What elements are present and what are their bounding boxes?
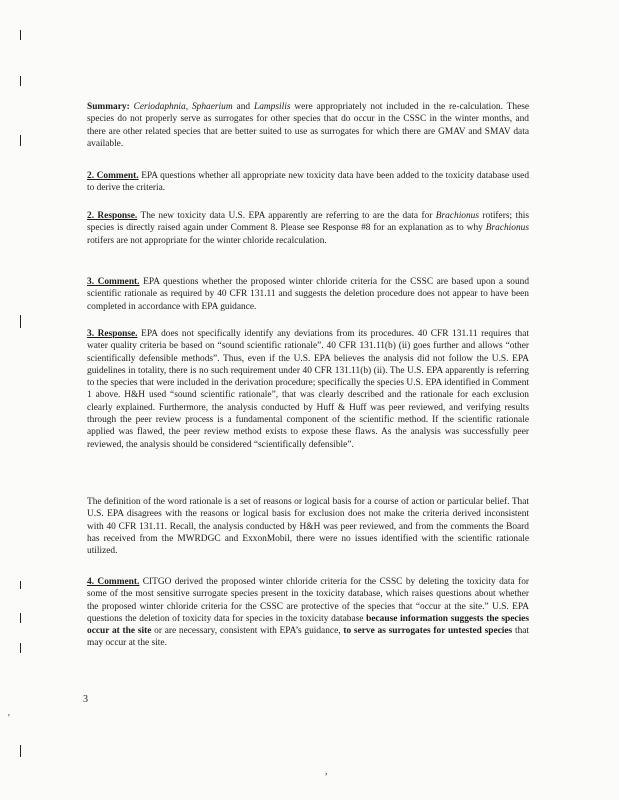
definition-text: The definition of the word rationale is a set of reasons or logical basis for a course of action or particular belief. That U.S. EPA disagrees with the reasons or logical basis for exclusion does not make the criteria derived inconsistent with 40 CFR 131.11. Recall, the analysis conducted by H&H was peer reviewed, and from the comments the Board has received from the MWRDGC and ExxonMobil, there were no issues identified with the scientific rationale utilized. [87,497,529,557]
scan-mark [20,76,21,86]
comment-2-text: EPA questions whether all appropriate new toxicity data have been added to the toxicity database used to derive the criteria. [87,171,530,194]
scan-speck: ' [8,713,10,724]
summary-paragraph: Summary: Ceriodaphnia, Sphaerium and Lampsilis were appropriately not included in the re-calculation. These species do not properly serve as surrogates for other species that do occur in the CSSC in the winter months, and there are other related species that are better suited to use as surrogates for which there are GMAV and SMAV data available. [87,102,530,149]
response-2-label: 2. Response. [87,211,138,221]
comment-3-paragraph [87,276,529,313]
comment-4-paragraph: 4. Comment. CITGO derived the proposed winter chloride criteria for the CSSC by deleting the toxicity data for some of the most sensitive surrogate species present in the toxicity database, which raises questions about whether the proposed winter chloride criteria for the CSSC are protective of the species that “occur at the site.” U.S. EPA questions the deletion of toxicity data for species in the toxicity database because information suggests the species occur at the site or are necessary, consistent with EPA’s guidance, to serve as surrogates for untested species that may occur at the site. [87,577,530,649]
response-2-paragraph: 2. Response. The new toxicity data U.S. EPA apparently are referring to are the data for Brachionus rotifers; this species is directly raised again under Comment 8. Please see Response #8 for an explanation as to why Brachionus rotifers are not appropriate for the winter chloride recalculation. [87,211,530,246]
response-3-text: EPA does not specifically identify any deviations from its procedures. 40 CFR 131.11 requires that water quality criteria be based on “sound scientific rationale”. 40 CFR 131.11(b) (ii) goes further and allows “other scientifically defensible methods”. Thus, even if the U.S. EPA believes the analysis did not follow the U.S. EPA guidelines in totality, there is no such requirement under 40 CFR 131.11(b) (ii). The U.S. EPA apparently is referring to the species that were included in the derivation procedure; specifically the species U.S. EPA identified in Comment 1 above. H&H used “sound scientific rationale”, that was clearly described and the rationale for each exclusion clearly explained. Furthermore, the analysis conducted by Huff & Huff was peer reviewed, and verifying results through the peer review process is a fundamental component of the scientific method. If the scientific rationale applied was flawed, the peer review method exists to expose these flaws. As the analysis was successfully peer reviewed, the analysis should be considered “scientifically defensible”. [87,329,530,450]
response-2-species: Brachionus [435,211,480,221]
comment-4-bold-b: to serve as surrogates for untested species [343,626,513,637]
scan-mark [20,581,21,589]
scan-mark [20,315,21,328]
comment-2-paragraph [87,170,529,195]
scan-mark [20,613,21,623]
summary-label: Summary: [87,102,130,112]
scan-mark [20,745,21,757]
scan-mark [20,135,21,146]
summary-species-2: Lampsilis [254,102,291,112]
response-3-paragraph [87,328,529,451]
comment-4-bold-a: because information suggests the species occur at the site [87,613,529,637]
scan-speck: , [325,766,328,777]
response-3-label: 3. Response. [87,329,138,339]
page-number: 3 [83,694,88,705]
scan-mark [20,643,21,653]
comment-3-text: EPA questions whether the proposed winter chloride criteria for the CSSC are based upon a sound scientific rationale as required by 40 CFR 131.11 and suggests the deletion procedure does not appear to have been completed in accordance with EPA guidance. [87,277,530,312]
comment-2-label: 2. Comment. [87,171,139,181]
comment-3-label: 3. Comment. [87,277,140,287]
summary-species: Ceriodaphnia, Sphaerium [133,102,233,112]
comment-4-label: 4. Comment. [87,577,140,587]
scan-mark [20,30,21,40]
definition-paragraph [87,496,529,557]
response-2-species-2: Brachionus [485,223,529,234]
summary-text: were appropriately not included in the re-calculation. These species do not properly serve as surrogates for other species that do occur in the CSSC in the winter months, and there are other related species that are better suited to use as surrogates for which there are GMAV and SMAV data available. [87,102,530,149]
